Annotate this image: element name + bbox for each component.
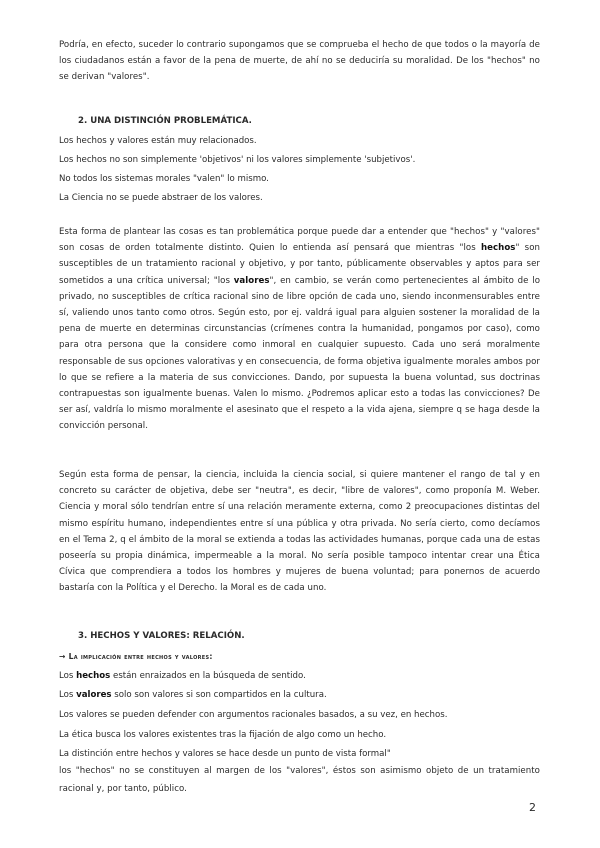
section-3-line-2 — [59, 689, 327, 701]
section-2-line-1: Los hechos y valores están muy relacionados. — [59, 136, 257, 146]
section-2-line-2: Los hechos no son simplemente 'objetivos' ni los valores simplemente 'subjetivos'. — [59, 155, 416, 165]
section-2-paragraph-2: Según esta forma de pensar, la ciencia, incluida la ciencia social, si quiere mantener el rango de tal y en concreto su carácter de objetiva, debe ser "neutra", es decir, "libre de valores", como proponía M. Weber. Ciencia y moral sólo tendrían entre sí una relación meramente externa, como 2 preocupaciones distintas del mismo espíritu humano, independientes entre sí una pública y otra privada. No sería cierto, como decíamos en el Tema 2, q el ámbito de la moral se extienda a todas las actividades humanas, porque cada una de estas poseería su propia dinámica, impermeable a la moral. No sería posible tampoco intentar crear una Ética Cívica que comprendiera a todos los hombres y mujeres de buena voluntad; para ponernos de acuerdo bastaría con la Política y el Derecho. la Moral es de cada uno. — [59, 470, 540, 594]
paragraph-text: " son susceptibles de un tratamiento racional y objetivo, y por tanto, públicamente observables y aptos para ser sometidos a una crítica universal; "los — [59, 243, 540, 286]
paragraph-text: ", en cambio, se verán como pertenecientes al ámbito de lo privado, no susceptibles de crítica racional sino de libre opción de cada uno, siendo inconmensurables entre sí, valiendo unos tanto como otros. Según esto, por ej. valdrá igual para alguien sostener la moralidad de la pena de muerte en determinas circunstancias (crímenes contra la humanidad, pongamos por caso), como para otra persona que la considere como inmoral en cualquier supuesto. Cada uno será moralmente responsable de sus opciones valorativas y en consecuencia, de forma objetiva igualmente morales ambos por lo que se refiere a la materia de sus convicciones. Dando, por supuesta la buena voluntad, sus doctrinas contrapuestas son igualmente buenas. Valen lo mismo. ¿Podremos aplicar esto a todas las convicciones? De ser así, valdría lo mismo moralmente el asesinato que el respeto a la vida ajena, siempre q se haga desde la convicción personal. — [59, 275, 541, 432]
section-3-line-1 — [59, 670, 306, 682]
section-2-line-3: No todos los sistemas morales "valen" lo mismo. — [59, 174, 269, 184]
section-3-line-3: Los valores se pueden defender con argumentos racionales basados, a su vez, en hechos. — [59, 710, 448, 720]
line-text: están enraizados en la búsqueda de sentido. — [110, 671, 306, 681]
bold-term-valores: valores — [233, 275, 270, 286]
section-3-line-6: los "hechos" no se constituyen al margen de los "valores", éstos son asimismo objeto de un tratamiento racional y, por tanto, público. — [59, 766, 540, 794]
section-2-line-4: La Ciencia no se puede abstraer de los valores. — [59, 193, 263, 203]
page-number: 2 — [529, 801, 536, 814]
bold-term-hechos: hechos — [480, 243, 516, 254]
bold-term-hechos: hechos — [76, 671, 111, 681]
bold-term-valores: valores — [76, 690, 112, 700]
section-3-line-4: La ética busca los valores existentes tras la fijación de algo como un hecho. — [59, 730, 387, 740]
section-2-heading: 2. UNA DISTINCIÓN PROBLEMÁTICA. — [78, 116, 252, 126]
paragraph-text: Esta forma de plantear las cosas es tan problemática porque puede dar a entender que "hechos" y "valores" son cosas de orden totalmente distinto. Quien lo entienda así pensará que mientras "los — [59, 227, 540, 254]
section-2-paragraph-1 — [59, 224, 540, 435]
line-text: Los — [59, 690, 77, 700]
section-3-subheading: → La implicación entre hechos y valores: — [59, 652, 213, 661]
section-3-line-5: La distinción entre hechos y valores se hace desde un punto de vista formal" — [59, 749, 391, 759]
section-3-heading: 3. HECHOS Y VALORES: RELACIÓN. — [78, 631, 245, 641]
intro-paragraph: Podría, en efecto, suceder lo contrario supongamos que se comprueba el hecho de que todos o la mayoría de los ciudadanos están a favor de la pena de muerte, de ahí no se deduciría su moralidad. De los "hechos" no se derivan "valores". — [59, 40, 540, 83]
line-text: Los — [59, 671, 77, 681]
line-text: solo son valores si son compartidos en la cultura. — [111, 690, 327, 700]
